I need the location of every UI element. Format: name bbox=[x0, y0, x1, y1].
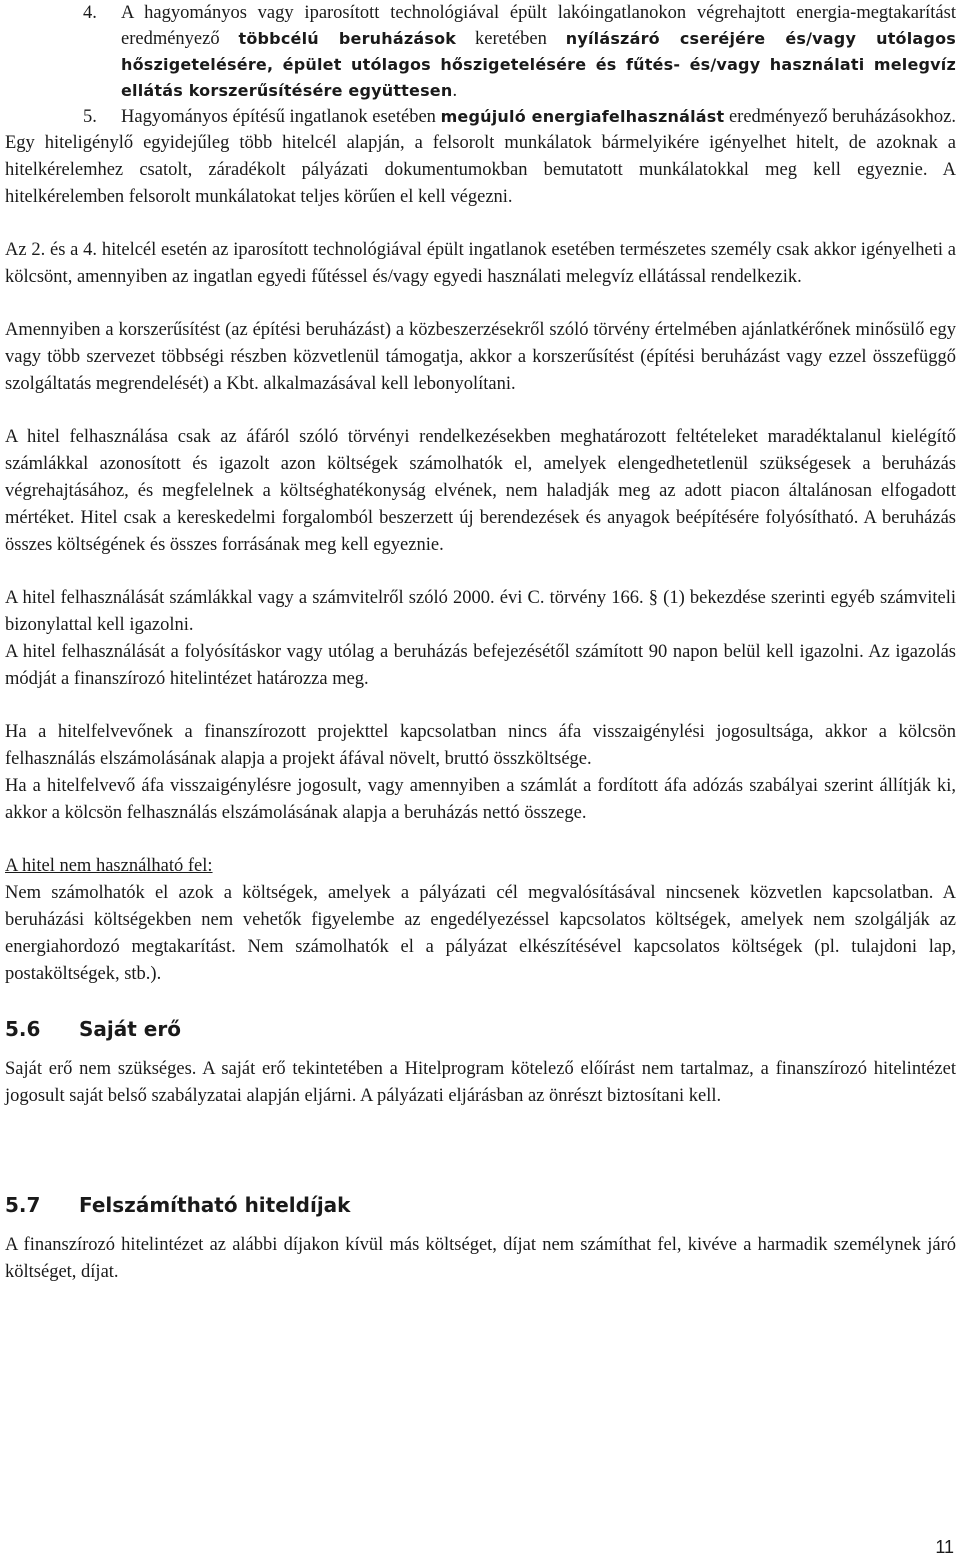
section-title: Saját erő bbox=[79, 1017, 181, 1041]
section-number: 5.7 bbox=[5, 1193, 41, 1217]
underlined-heading: A hitel nem használható fel: bbox=[5, 856, 213, 876]
list-number: 5. bbox=[83, 107, 97, 127]
list-item bbox=[5, 104, 956, 130]
paragraph: Az 2. és a 4. hitelcél esetén az iparosított technológiával épült ingatlanok esetében természetes személy csak akkor igényelheti a kölcsönt, amennyiben az ingatlan egyedi fűtéssel és/vagy egyedi használati melegvíz ellátással rendelkezik. bbox=[5, 240, 956, 287]
section-heading bbox=[5, 1014, 956, 1044]
paragraph: Amennyiben a korszerűsítést (az építési beruházást) a közbeszerzésekről szóló törvény értelmében ajánlatkérőnek minősülő egy vagy több szervezet többségi részben közvetlenül támogatja, akkor a korszerűsítést (építési beruházást vagy ezzel összefüggő szolgáltatás megrendelését) a Kbt. alkalmazásával kell lebonyolítani. bbox=[5, 320, 956, 394]
list-text: eredményező beruházásokhoz. bbox=[724, 107, 956, 127]
section-title: Felszámítható hiteldíjak bbox=[79, 1193, 351, 1217]
paragraph: Egy hiteligénylő egyidejűleg több hitelcél alapján, a felsorolt munkálatok bármelyikére igényelhet hitelt, de azoknak a hitelkérelemhez csatolt, záradékolt pályázati dokumentumokban bemutatott munkálatokkal meg kell egyeznie. A hitelkérelemben felsorolt munkálatokat teljes körűen el kell végezni. bbox=[5, 133, 956, 207]
section-number: 5.6 bbox=[5, 1017, 41, 1041]
document-page bbox=[5, 0, 956, 1286]
paragraph: Saját erő nem szükséges. A saját erő tekintetében a Hitelprogram kötelező előírást nem tartalmaz, a finanszírozó hitelintézet jogosult saját belső szabályzatai alapján eljárni. A pályázati eljárásban az önrészt biztosítani kell. bbox=[5, 1059, 956, 1106]
section-heading bbox=[5, 1190, 956, 1220]
list-text: A hagyományos vagy iparosított technológiával épült lakóingatlanokon végrehajtott energia-megtakarítást eredményező bbox=[121, 3, 956, 49]
paragraph: Ha a hitelfelvevőnek a finanszírozott projekttel kapcsolatban nincs áfa visszaigénylési jogosultsága, akkor a kölcsön felhasználás elszámolásának alapja a projekt áfával növelt, bruttó összköltsége. bbox=[5, 722, 956, 769]
list-text: . bbox=[452, 81, 458, 101]
list-number: 4. bbox=[83, 3, 97, 23]
list-text-bold: megújuló energiafelhasználást bbox=[440, 107, 725, 126]
paragraph: A hitel felhasználása csak az áfáról szóló törvényi rendelkezésekben meghatározott feltételeket maradéktalanul kielégítő számlákkal azonosított és igazolt azon költségek számolhatók el, amelyek elengedhetetlenül szükségesek a beruházás végrehajtásához, és megfelelnek a költséghatékonyság elvének, nem haladják meg az adott piacon általánosan elfogadott mértéket. Hitel csak a kereskedelmi forgalomból beszerzett új berendezések és anyagok beépítésére folyósítható. A beruházás összes költségének és összes forrásának meg kell egyeznie. bbox=[5, 427, 956, 555]
page-number: 11 bbox=[935, 1537, 954, 1557]
paragraph: A hitel felhasználását számlákkal vagy a számvitelről szóló 2000. évi C. törvény 166. § (1) bekezdése szerinti egyéb számviteli bizonylattal kell igazolni. bbox=[5, 588, 956, 635]
paragraph: A finanszírozó hitelintézet az alábbi díjakon kívül más költséget, díjat nem számíthat fel, kivéve a harmadik személynek járó költséget, díjat. bbox=[5, 1235, 956, 1282]
paragraph: Nem számolhatók el azok a költségek, amelyek a pályázati cél megvalósításával nincsenek közvetlen kapcsolatban. A beruházási költségekben nem vehetők figyelembe az engedélyezéssel kapcsolatos költségek, amelyek nem szolgálják az energiahordozó megtakarítást. Nem számolhatók el a pályázat elkészítésével kapcsolatos költségek (pl. tulajdoni lap, postaköltségek, stb.). bbox=[5, 883, 956, 984]
paragraph: A hitel felhasználását a folyósításkor vagy utólag a beruházás befejezésétől számított 90 napon belül kell igazolni. Az igazolás módját a finanszírozó hitelintézet határozza meg. bbox=[5, 642, 956, 689]
list-text: keretében bbox=[456, 29, 566, 49]
paragraph: Ha a hitelfelvevő áfa visszaigénylésre jogosult, vagy amennyiben a számlát a fordított áfa adózás szabályai szerint állítják ki, akkor a kölcsön felhasználás elszámolásának alapja a beruházás nettó összege. bbox=[5, 776, 956, 823]
list-text-bold: nyílászáró cseréjére és/vagy utólagos hőszigetelésére, épület utólagos hőszigetelésére és fűtés- és/vagy használati melegvíz ellátás korszerűsítésére együttesen bbox=[121, 29, 956, 100]
list-text: Hagyományos építésű ingatlanok esetében bbox=[121, 107, 441, 127]
list-item bbox=[5, 0, 956, 104]
list-text-bold: többcélú beruházások bbox=[238, 29, 457, 48]
